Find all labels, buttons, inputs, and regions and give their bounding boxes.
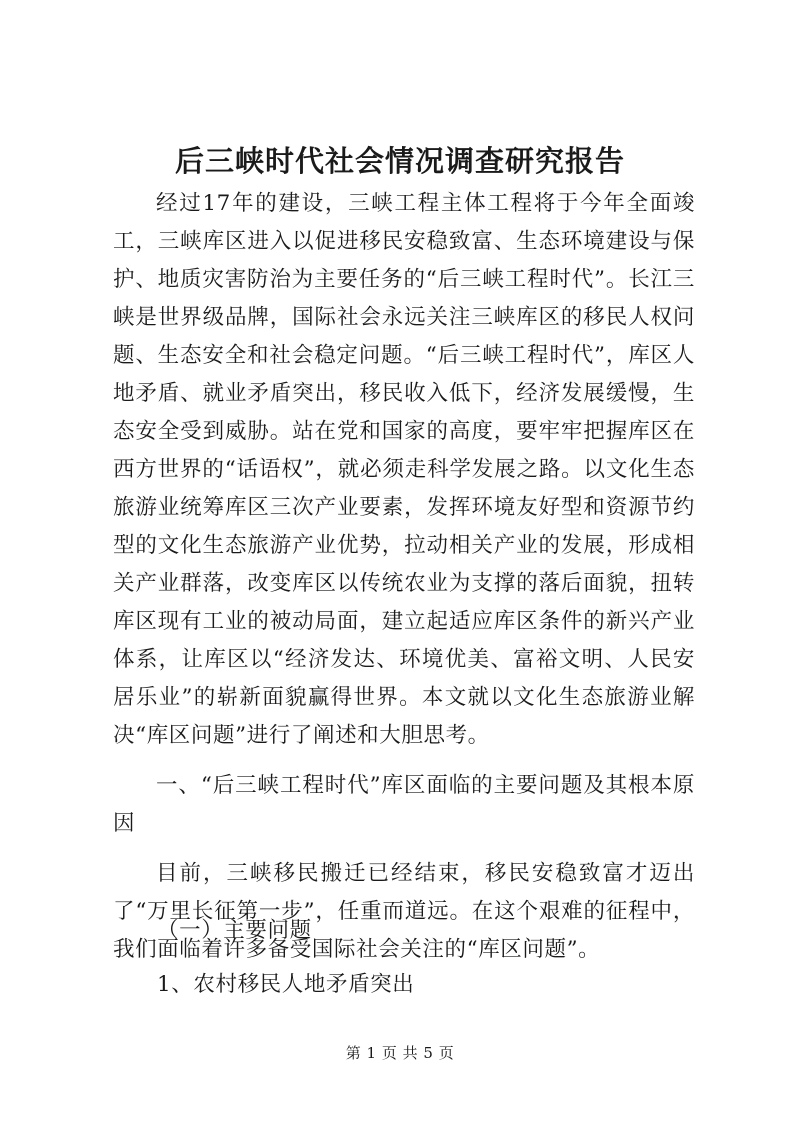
intro-paragraph: 经过17年的建设，三峡工程主体工程将于今年全面竣工，三峡库区进入以促进移民安稳致富、生态环境建设与保护、地质灾害防治为主要任务的“后三峡工程时代”。长江三峡是世界级品牌，国际社会永远关注三峡库区的移民人权问题、生态安全和社会稳定问题。“后三峡工程时代”，库区人地矛盾、就业矛盾突出，移民收入低下，经济发展缓慢，生态安全受到威胁。站在党和国家的高度，要牢牢把握库区在西方世界的“话语权”，就必须走科学发展之路。以文化生态旅游业统筹库区三次产业要素，发挥环境友好型和资源节约型的文化生态旅游产业优势，拉动相关产业的发展，形成相关产业群落，改变库区以传统农业为支撑的落后面貌，扭转库区现有工业的被动局面，建立起适应库区条件的新兴产业体系，让库区以“经济发达、环境优美、富裕文明、人民安居乐业”的崭新面貌赢得世界。本文就以文化生态旅游业解决“库区问题”进行了阐述和大胆思考。 — [113, 191, 695, 748]
subsection-heading: （一）主要问题 — [157, 918, 312, 943]
section-heading: 一、“后三峡工程时代”库区面临的主要问题及其根本原因 — [113, 773, 695, 836]
page-footer: 第 1 页 共 5 页 — [345, 1044, 455, 1062]
subsection-item: 1、农村移民人地矛盾突出 — [157, 972, 415, 997]
section-paragraph: 目前，三峡移民搬迁已经结束，移民安稳致富才迈出了“万里长征第一步”，任重而道远。在这个艰难的征程中，我们面临着许多备受国际社会关注的“库区问题”。 — [113, 861, 695, 962]
document-title: 后三峡时代社会情况调查研究报告 — [174, 144, 625, 178]
document-body — [113, 185, 695, 969]
